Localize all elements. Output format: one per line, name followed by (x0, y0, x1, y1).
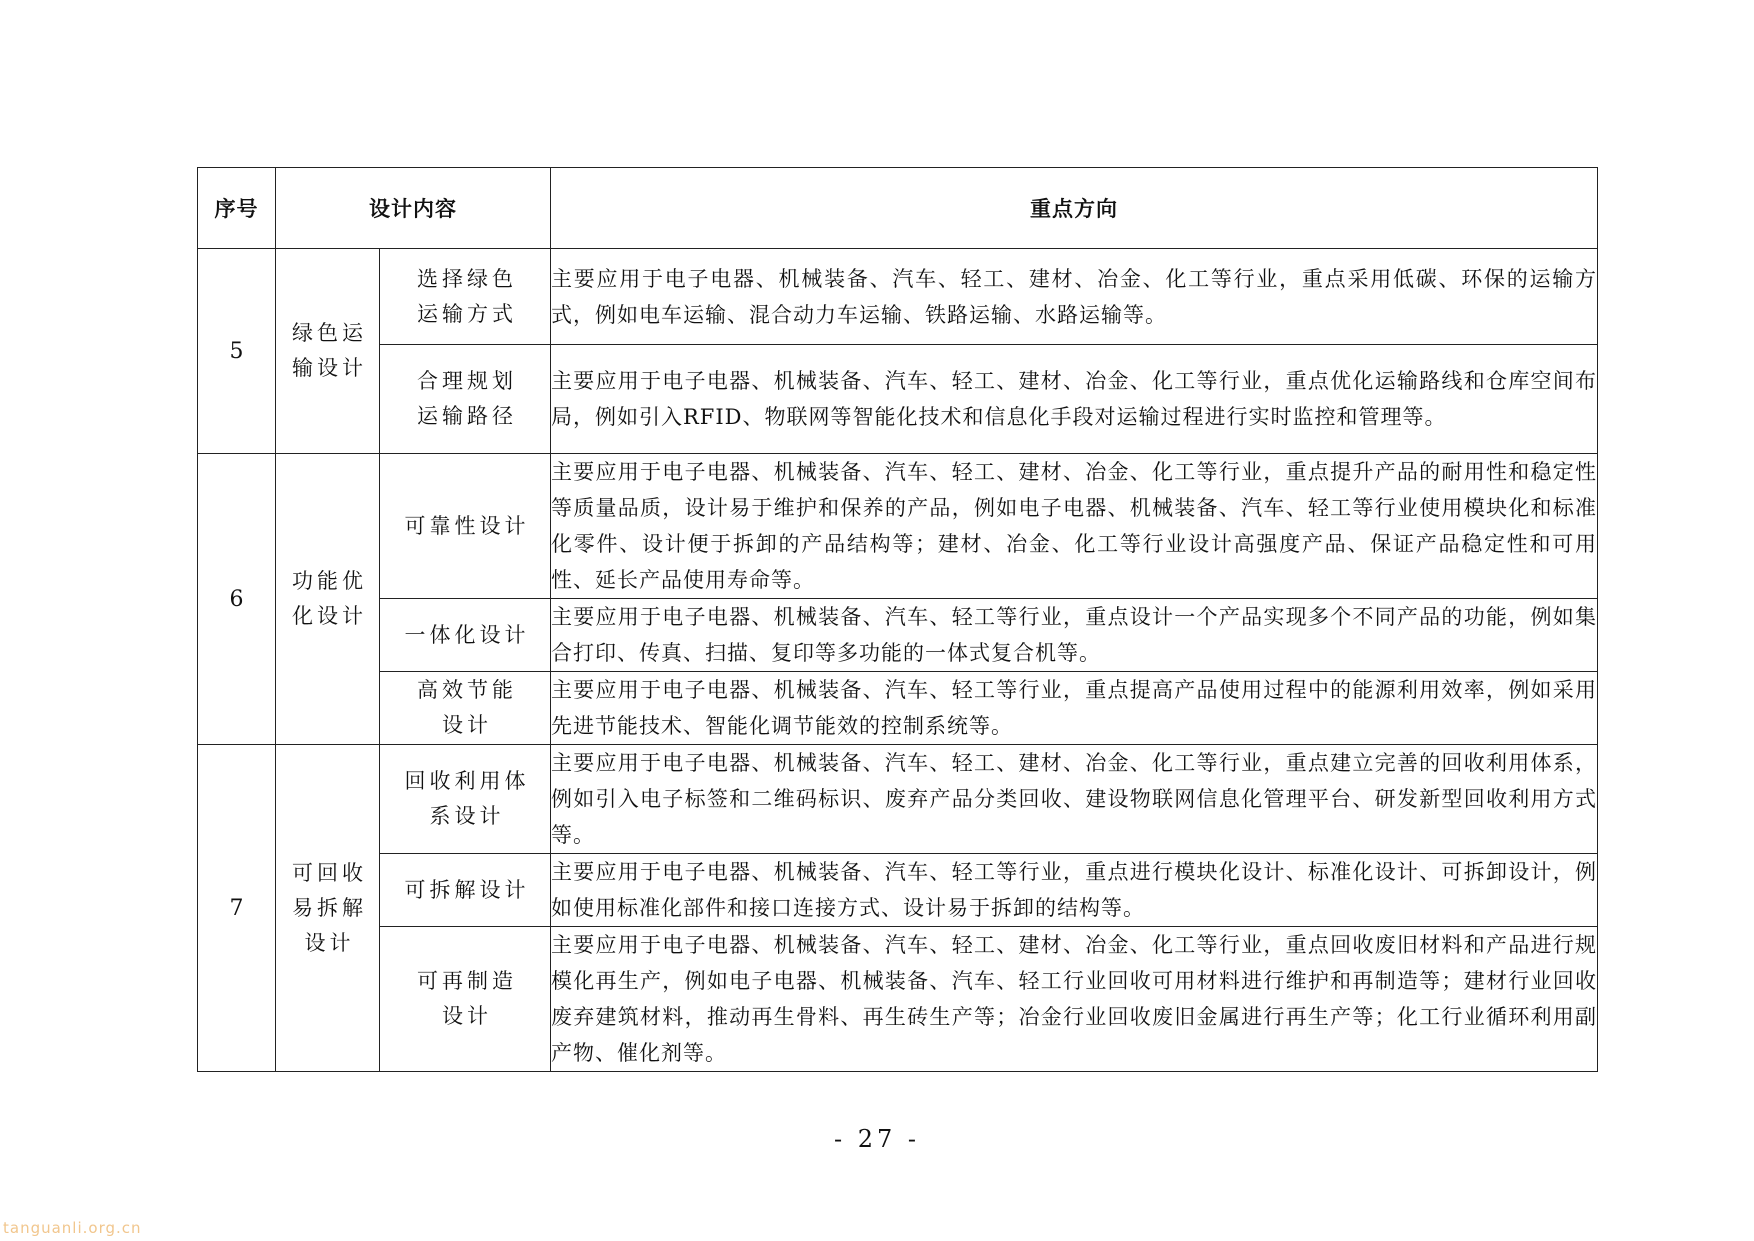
table-row (198, 927, 1598, 1072)
category-line: 可回收 (292, 860, 367, 885)
design-item-cell (380, 599, 551, 672)
item-line: 可靠性设计 (404, 513, 530, 538)
item-line: 合理规划 (417, 369, 517, 393)
table-header-row (198, 168, 1598, 249)
item-line: 设计 (442, 1004, 492, 1028)
direction-cell: 主要应用于电子电器、机械装备、汽车、轻工、建材、冶金、化工等行业，重点建立完善的回收利用体系，例如引入电子标签和二维码标识、废弃产品分类回收、建设物联网信息化管理平台、研发新型回收利用方式等。 (551, 745, 1598, 854)
group-number: 5 (198, 249, 276, 454)
design-table (197, 167, 1598, 1072)
item-line: 选择绿色 (417, 266, 517, 291)
item-line: 运输路径 (417, 404, 517, 428)
category-line: 设计 (304, 930, 355, 955)
direction-cell: 主要应用于电子电器、机械装备、汽车、轻工、建材、冶金、化工等行业，重点优化运输路线和仓库空间布局，例如引入RFID、物联网等智能化技术和信息化手段对运输过程进行实时监控和管理等。 (551, 345, 1598, 454)
direction-cell: 主要应用于电子电器、机械装备、汽车、轻工等行业，重点提高产品使用过程中的能源利用效率，例如采用先进节能技术、智能化调节能效的控制系统等。 (551, 672, 1598, 745)
direction-cell: 主要应用于电子电器、机械装备、汽车、轻工、建材、冶金、化工等行业，重点提升产品的耐用性和稳定性等质量品质，设计易于维护和保养的产品，例如电子电器、机械装备、汽车、轻工等行业使用模块化和标准化零件、设计便于拆卸的产品结构等；建材、冶金、化工等行业设计高强度产品、保证产品稳定性和可用性、延长产品使用寿命等。 (551, 454, 1598, 599)
design-item-cell (380, 745, 551, 854)
item-line: 高效节能 (417, 678, 517, 702)
direction-cell: 主要应用于电子电器、机械装备、汽车、轻工、建材、冶金、化工等行业，重点采用低碳、环保的运输方式，例如电车运输、混合动力车运输、铁路运输、水路运输等。 (551, 249, 1598, 345)
header-design-content: 设计内容 (276, 168, 551, 249)
table-row (198, 672, 1598, 745)
group-number: 7 (198, 745, 276, 1072)
item-line: 回收利用体 (404, 769, 530, 793)
table-row (198, 599, 1598, 672)
category-line: 功能优 (292, 569, 367, 593)
design-item-cell (380, 454, 551, 599)
item-line: 系设计 (429, 804, 505, 828)
item-line: 运输方式 (417, 301, 517, 326)
category-line: 绿色运 (292, 321, 367, 345)
design-item-cell (380, 927, 551, 1072)
design-item-cell (380, 854, 551, 927)
group-number: 6 (198, 454, 276, 745)
direction-cell: 主要应用于电子电器、机械装备、汽车、轻工等行业，重点设计一个产品实现多个不同产品的功能，例如集合打印、传真、扫描、复印等多功能的一体式复合机等。 (551, 599, 1598, 672)
direction-cell: 主要应用于电子电器、机械装备、汽车、轻工、建材、冶金、化工等行业，重点回收废旧材料和产品进行规模化再生产，例如电子电器、机械装备、汽车、轻工行业回收可用材料进行维护和再制造等；建材行业回收废弃建筑材料，推动再生骨料、再生砖生产等；冶金行业回收废旧金属进行再生产等；化工行业循环利用副产物、催化剂等。 (551, 927, 1598, 1072)
table-row (198, 745, 1598, 854)
table-row (198, 854, 1598, 927)
category-line: 易拆解 (292, 895, 367, 920)
category-cell (276, 745, 380, 1072)
category-line: 化设计 (292, 604, 367, 628)
item-line: 可再制造 (417, 969, 517, 993)
page-number: - 27 - (833, 1125, 920, 1153)
direction-cell: 主要应用于电子电器、机械装备、汽车、轻工等行业，重点进行模块化设计、标准化设计、可拆卸设计，例如使用标准化部件和接口连接方式、设计易于拆卸的结构等。 (551, 854, 1598, 927)
item-line: 可拆解设计 (404, 877, 530, 902)
design-item-cell (380, 345, 551, 454)
design-item-cell (380, 249, 551, 345)
watermark: tanguanli.org.cn (3, 1219, 142, 1237)
design-item-cell (380, 672, 551, 745)
table-row (198, 249, 1598, 345)
header-number: 序号 (198, 168, 276, 249)
category-cell (276, 454, 380, 745)
item-line: 一体化设计 (404, 622, 530, 647)
category-cell (276, 249, 380, 454)
table-row (198, 454, 1598, 599)
category-line: 输设计 (292, 356, 367, 380)
header-key-direction: 重点方向 (551, 168, 1598, 249)
table-row (198, 345, 1598, 454)
item-line: 设计 (442, 713, 492, 737)
